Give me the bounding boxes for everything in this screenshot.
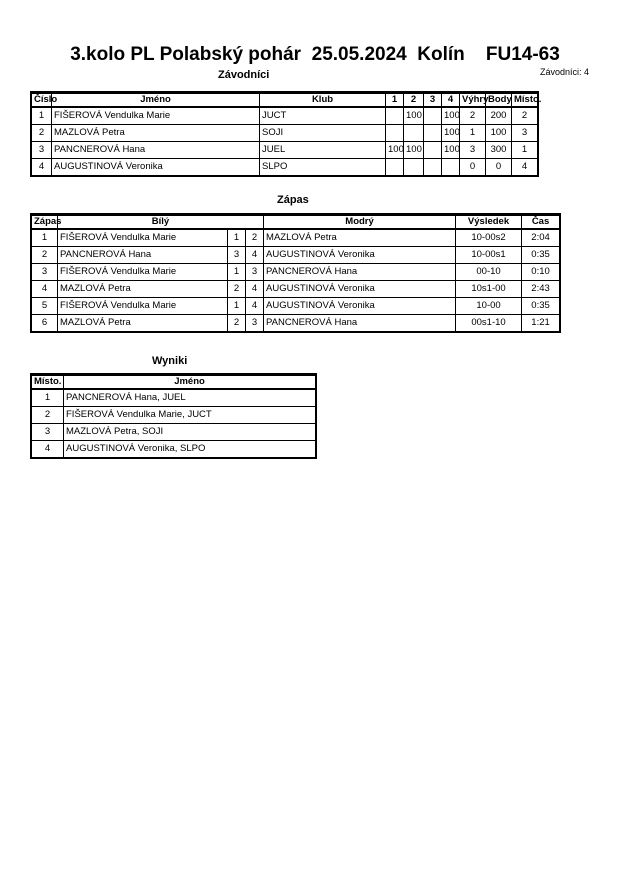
cell-white: PANCNEROVÁ Hana [58, 247, 228, 264]
col-header: Klub [260, 93, 386, 107]
cell-time: 0:35 [522, 247, 560, 264]
cell-bout-3 [424, 125, 442, 142]
cell-white-number: 3 [228, 247, 246, 264]
matches-heading: Zápas [277, 194, 309, 206]
cell-wins: 2 [460, 107, 486, 125]
col-header: Bílý [58, 215, 264, 229]
cell-name: AUGUSTINOVÁ Veronika, SLPO [64, 441, 316, 458]
cell-place: 2 [512, 107, 538, 125]
cell-place: 4 [32, 441, 64, 458]
cell-match-number: 6 [32, 315, 58, 332]
cell-wins: 0 [460, 159, 486, 176]
cell-blue-number: 3 [246, 315, 264, 332]
cell-blue: PANCNEROVÁ Hana [264, 315, 456, 332]
col-header: Místo. [32, 375, 64, 389]
results-table [31, 374, 316, 458]
cell-place: 4 [512, 159, 538, 176]
cell-bout-4: 100 [442, 107, 460, 125]
cell-blue: AUGUSTINOVÁ Veronika [264, 281, 456, 298]
table-row [32, 281, 560, 298]
cell-blue: MAZLOVÁ Petra [264, 229, 456, 247]
cell-club: JUEL [260, 142, 386, 159]
cell-match-number: 5 [32, 298, 58, 315]
cell-time: 2:43 [522, 281, 560, 298]
cell-points: 300 [486, 142, 512, 159]
cell-bout-3 [424, 107, 442, 125]
cell-result: 10-00s1 [456, 247, 522, 264]
table-row [32, 424, 316, 441]
cell-white-number: 1 [228, 298, 246, 315]
cell-blue-number: 4 [246, 247, 264, 264]
cell-result: 10-00s2 [456, 229, 522, 247]
cell-blue: AUGUSTINOVÁ Veronika [264, 247, 456, 264]
cell-blue-number: 3 [246, 264, 264, 281]
cell-number: 1 [32, 107, 52, 125]
col-header: Body [486, 93, 512, 107]
cell-blue-number: 4 [246, 298, 264, 315]
cell-bout-2 [404, 159, 424, 176]
col-header: 4 [442, 93, 460, 107]
cell-white-number: 2 [228, 281, 246, 298]
cell-white: FIŠEROVÁ Vendulka Marie [58, 264, 228, 281]
cell-name: FIŠEROVÁ Vendulka Marie, JUCT [64, 407, 316, 424]
table-row [32, 315, 560, 332]
cell-white: MAZLOVÁ Petra [58, 315, 228, 332]
cell-club: JUCT [260, 107, 386, 125]
cell-bout-1: 100 [386, 142, 404, 159]
cell-points: 200 [486, 107, 512, 125]
table-row [32, 407, 316, 424]
cell-result: 00s1-10 [456, 315, 522, 332]
cell-bout-3 [424, 142, 442, 159]
cell-white-number: 2 [228, 315, 246, 332]
table-row [32, 247, 560, 264]
cell-bout-1 [386, 125, 404, 142]
cell-time: 1:21 [522, 315, 560, 332]
col-header: Čas [522, 215, 560, 229]
cell-name: PANCNEROVÁ Hana [52, 142, 260, 159]
cell-result: 00-10 [456, 264, 522, 281]
cell-number: 3 [32, 142, 52, 159]
matches-table [31, 214, 560, 332]
cell-bout-4: 100 [442, 142, 460, 159]
cell-bout-4 [442, 159, 460, 176]
table-row [32, 107, 538, 125]
table-row [32, 229, 560, 247]
cell-match-number: 4 [32, 281, 58, 298]
cell-name: MAZLOVÁ Petra [52, 125, 260, 142]
cell-club: SLPO [260, 159, 386, 176]
cell-blue-number: 4 [246, 281, 264, 298]
cell-match-number: 3 [32, 264, 58, 281]
cell-points: 100 [486, 125, 512, 142]
cell-number: 2 [32, 125, 52, 142]
cell-name: MAZLOVÁ Petra, SOJI [64, 424, 316, 441]
col-header: 2 [404, 93, 424, 107]
cell-result: 10s1-00 [456, 281, 522, 298]
col-header: Modrý [264, 215, 456, 229]
col-header: 1 [386, 93, 404, 107]
cell-blue: AUGUSTINOVÁ Veronika [264, 298, 456, 315]
table-row [32, 142, 538, 159]
competitors-table [31, 92, 542, 176]
table-row [32, 125, 538, 142]
cell-place: 1 [32, 389, 64, 407]
cell-result: 10-00 [456, 298, 522, 315]
cell-place: 2 [32, 407, 64, 424]
col-header: Číslo [32, 93, 52, 107]
competitors-heading: Závodníci [218, 69, 270, 81]
cell-place: 1 [512, 142, 538, 159]
matches-header-row [32, 215, 560, 229]
cell-match-number: 2 [32, 247, 58, 264]
cell-white: FIŠEROVÁ Vendulka Marie [58, 229, 228, 247]
cell-club: SOJI [260, 125, 386, 142]
cell-name: AUGUSTINOVÁ Veronika [52, 159, 260, 176]
cell-number: 4 [32, 159, 52, 176]
col-header: Jméno [64, 375, 316, 389]
col-header: Zápas [32, 215, 58, 229]
table-row [32, 441, 316, 458]
page-title: 3.kolo PL Polabský pohár 25.05.2024 Kolín FU14-63 [70, 44, 560, 65]
cell-bout-1 [386, 107, 404, 125]
cell-bout-3 [424, 159, 442, 176]
cell-place: 3 [512, 125, 538, 142]
col-header: Místo. [512, 93, 538, 107]
cell-white: MAZLOVÁ Petra [58, 281, 228, 298]
cell-blue: PANCNEROVÁ Hana [264, 264, 456, 281]
cell-wins: 1 [460, 125, 486, 142]
cell-match-number: 1 [32, 229, 58, 247]
cell-bout-4: 100 [442, 125, 460, 142]
cell-white: FIŠEROVÁ Vendulka Marie [58, 298, 228, 315]
cell-bout-2: 100 [404, 107, 424, 125]
cell-name: PANCNEROVÁ Hana, JUEL [64, 389, 316, 407]
col-header: Výhry [460, 93, 486, 107]
cell-blue-number: 2 [246, 229, 264, 247]
results-header-row [32, 375, 316, 389]
col-header: Jméno [52, 93, 260, 107]
table-row [32, 264, 560, 281]
table-row [32, 389, 316, 407]
table-row [32, 159, 538, 176]
results-heading: Wyniki [152, 355, 188, 367]
cell-white-number: 1 [228, 229, 246, 247]
cell-wins: 3 [460, 142, 486, 159]
col-header: 3 [424, 93, 442, 107]
cell-white-number: 1 [228, 264, 246, 281]
table-row [32, 298, 560, 315]
cell-bout-2: 100 [404, 142, 424, 159]
cell-bout-1 [386, 159, 404, 176]
cell-name: FIŠEROVÁ Vendulka Marie [52, 107, 260, 125]
cell-time: 0:10 [522, 264, 560, 281]
competitors-header-row [32, 93, 538, 107]
cell-points: 0 [486, 159, 512, 176]
cell-bout-2 [404, 125, 424, 142]
cell-time: 0:35 [522, 298, 560, 315]
col-header: Výsledek [456, 215, 522, 229]
cell-place: 3 [32, 424, 64, 441]
cell-time: 2:04 [522, 229, 560, 247]
competitor-count: Závodníci: 4 [540, 67, 590, 77]
